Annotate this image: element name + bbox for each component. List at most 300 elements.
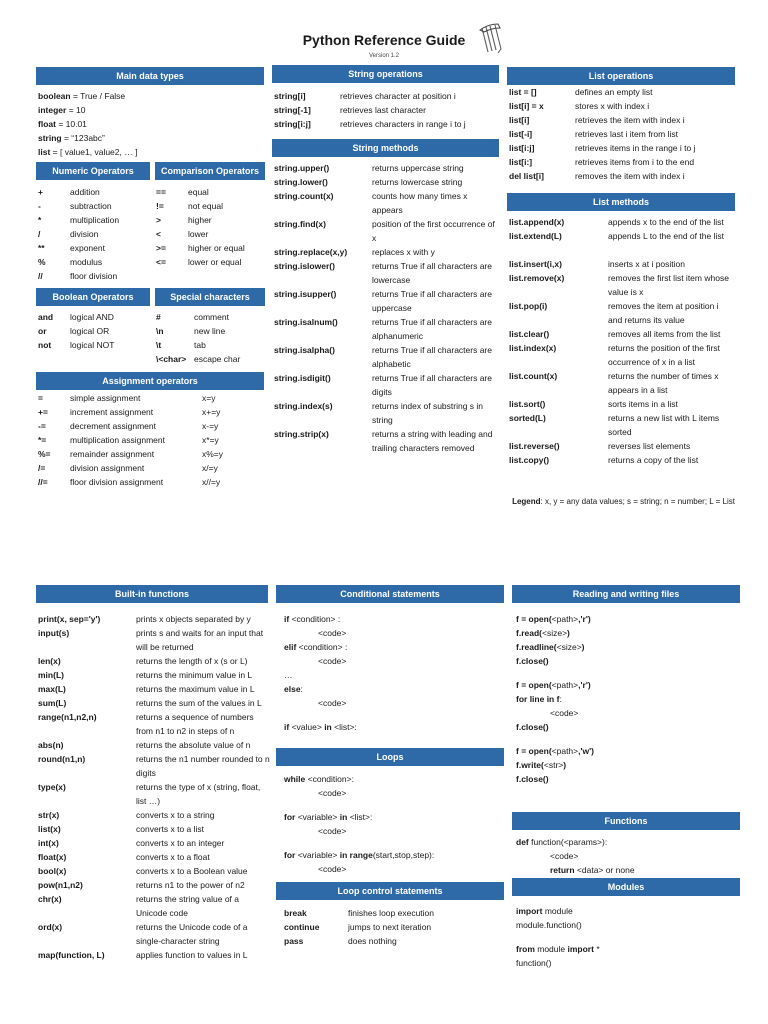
row-key: list[i:] — [509, 157, 533, 167]
row-description: returns the Unicode code of a single-character string — [136, 922, 248, 946]
row-key: string.lower() — [274, 177, 328, 187]
row-description: equal — [188, 187, 209, 197]
row-key: <= — [156, 257, 166, 267]
table-row — [509, 169, 735, 183]
table-row — [38, 227, 152, 241]
main-data-types-header: Main data types — [36, 67, 264, 85]
table-row — [38, 836, 272, 850]
row-key: sum(L) — [38, 698, 67, 708]
row-description: logical AND — [70, 312, 114, 322]
table-row — [38, 696, 272, 710]
table-row — [274, 161, 500, 175]
boolean-operators-header: Boolean Operators — [36, 288, 150, 306]
code-line: while <condition>: — [284, 774, 354, 784]
table-row — [38, 780, 272, 808]
table-row — [38, 626, 272, 654]
row-key: list.index(x) — [509, 343, 557, 353]
row-description: addition — [70, 187, 100, 197]
reading-writing-files-header: Reading and writing files — [512, 585, 740, 603]
row-key: # — [156, 312, 161, 322]
row-description: removes the item with index i — [575, 171, 685, 181]
row-key: - — [38, 201, 41, 211]
row-key: continue — [284, 922, 320, 932]
code-line — [284, 800, 502, 810]
row-description: prints s and waits for an input that will be returned — [136, 628, 264, 652]
table-row — [38, 654, 272, 668]
functions-header: Functions — [512, 812, 740, 830]
row-key: break — [284, 908, 307, 918]
data-type-row: integer = 10 — [38, 105, 86, 115]
comparison-operators-list — [156, 185, 266, 269]
loops-header: Loops — [276, 748, 504, 766]
table-row — [38, 405, 264, 419]
row-description: modulus — [70, 257, 103, 267]
version-label: Version 1.2 — [368, 53, 400, 59]
row-description: lower — [188, 229, 209, 239]
row-description: position of the first occurrence of x — [372, 219, 495, 243]
list-methods-list — [509, 215, 735, 467]
row-description: replaces x with y — [372, 247, 435, 257]
row-key: bool(x) — [38, 866, 67, 876]
row-key: list.extend(L) — [509, 231, 562, 241]
row-description: comment — [194, 312, 229, 322]
row-description: retrieves items from i to the end — [575, 157, 695, 167]
row-description: multiplication assignment — [70, 435, 165, 445]
row-key: \t — [156, 340, 162, 350]
row-example: x-=y — [202, 421, 219, 431]
row-key: string.replace(x,y) — [274, 247, 348, 257]
table-row — [509, 327, 735, 341]
data-type-row: boolean = True / False — [38, 91, 126, 101]
table-row — [509, 439, 735, 453]
table-row — [274, 189, 500, 217]
table-row — [38, 892, 272, 920]
row-description: returns True if all characters are alphanumeric — [372, 317, 492, 341]
code-line: f.readline(<size>) — [516, 642, 585, 652]
row-key: or — [38, 326, 47, 336]
page-title: Python Reference Guide — [302, 32, 466, 48]
code-line: <code> — [550, 708, 579, 718]
row-description: returns True if all characters are alphabetic — [372, 345, 492, 369]
row-description: simple assignment — [70, 393, 141, 403]
row-description: logical OR — [70, 326, 110, 336]
table-row — [274, 259, 500, 287]
code-line: <code> — [318, 698, 347, 708]
table-row — [274, 371, 500, 399]
table-row — [38, 808, 272, 822]
row-key: string.upper() — [274, 163, 330, 173]
code-line: from module import * — [516, 944, 600, 954]
table-row — [38, 391, 264, 405]
table-row — [509, 299, 735, 327]
row-description: returns a sequence of numbers from n1 to n2 in steps of n — [136, 712, 254, 736]
code-line: f.read(<size>) — [516, 628, 570, 638]
row-key: not — [38, 340, 52, 350]
row-description: floor division assignment — [70, 477, 164, 487]
table-row — [509, 141, 735, 155]
row-key: string[i:j] — [274, 119, 311, 129]
row-key: list.count(x) — [509, 371, 558, 381]
loop-control-list — [284, 906, 502, 948]
table-row — [274, 245, 500, 259]
row-key: list[i] — [509, 115, 530, 125]
row-key: string.isupper() — [274, 289, 337, 299]
table-row — [38, 948, 272, 962]
row-description: retrieves items in the range i to j — [575, 143, 696, 153]
builtin-functions-header: Built-in functions — [36, 585, 268, 603]
row-description: converts x to a Boolean value — [136, 866, 248, 876]
row-example: x=y — [202, 393, 216, 403]
assignment-operators-header: Assignment operators — [36, 372, 264, 390]
table-row — [38, 185, 152, 199]
row-description: returns the n1 number rounded to n digits — [136, 754, 270, 778]
table-row — [509, 411, 735, 439]
builtin-functions-list — [38, 612, 272, 962]
list-operations-header: List operations — [507, 67, 735, 85]
row-description: division — [70, 229, 99, 239]
table-row — [38, 433, 264, 447]
row-key: list = [] — [509, 87, 537, 97]
code-line: <code> — [318, 628, 347, 638]
row-description: returns a string with leading and trailing characters removed — [372, 429, 493, 453]
row-description: converts x to a float — [136, 852, 210, 862]
table-row — [38, 461, 264, 475]
code-line: f.close() — [516, 656, 549, 666]
row-description: returns index of substring s in string — [372, 401, 484, 425]
table-row — [274, 89, 500, 103]
table-row — [284, 920, 502, 934]
code-line: function() — [516, 958, 552, 968]
row-key: list[i] = x — [509, 101, 544, 111]
row-key: // — [38, 271, 43, 281]
row-key: = — [38, 393, 43, 403]
row-key: print(x, sep='y') — [38, 614, 101, 624]
table-row — [156, 227, 266, 241]
table-row — [38, 752, 272, 780]
row-description: does nothing — [348, 936, 397, 946]
row-description: converts x to a list — [136, 824, 205, 834]
row-description: returns the string value of a Unicode code — [136, 894, 240, 918]
row-key: float(x) — [38, 852, 67, 862]
row-description: logical NOT — [70, 340, 115, 350]
code-line: elif <condition> : — [284, 642, 348, 652]
row-key: type(x) — [38, 782, 66, 792]
row-key: string.isdigit() — [274, 373, 331, 383]
row-key: ord(x) — [38, 922, 63, 932]
table-row — [156, 352, 266, 366]
table-row — [38, 738, 272, 752]
row-key: string.find(x) — [274, 219, 326, 229]
table-row — [38, 864, 272, 878]
row-description: escape char — [194, 354, 241, 364]
table-row — [509, 229, 735, 257]
code-line: <code> — [318, 864, 347, 874]
row-key: list.sort() — [509, 399, 546, 409]
row-description: inserts x at i position — [608, 259, 686, 269]
numeric-operators-header: Numeric Operators — [36, 162, 150, 180]
reading-writing-files-block — [516, 612, 738, 786]
row-description: subtraction — [70, 201, 112, 211]
row-example: x/=y — [202, 463, 218, 473]
row-key: len(x) — [38, 656, 61, 666]
loops-block — [284, 772, 502, 876]
row-description: higher or equal — [188, 243, 245, 253]
table-row — [509, 215, 735, 229]
row-key: += — [38, 407, 48, 417]
table-row — [38, 310, 152, 324]
row-key: list[-i] — [509, 129, 533, 139]
row-description: returns the sum of the values in L — [136, 698, 262, 708]
table-row — [509, 257, 735, 271]
data-type-row: float = 10.01 — [38, 119, 87, 129]
table-row — [38, 213, 152, 227]
row-key: list.copy() — [509, 455, 550, 465]
row-key: % — [38, 257, 46, 267]
code-line: def function(<params>): — [516, 837, 608, 847]
table-row — [274, 287, 500, 315]
row-key: min(L) — [38, 670, 64, 680]
row-description: returns the number of times x appears in a list — [608, 371, 719, 395]
row-description: returns the absolute value of n — [136, 740, 251, 750]
code-line: else: — [284, 684, 303, 694]
conditional-statements-block — [284, 612, 502, 734]
row-key: list.insert(i,x) — [509, 259, 562, 269]
row-key: pow(n1,n2) — [38, 880, 83, 890]
row-example: x//=y — [202, 477, 221, 487]
row-description: converts x to a string — [136, 810, 215, 820]
table-row — [509, 99, 735, 113]
string-methods-header: String methods — [272, 139, 499, 157]
table-row — [274, 175, 500, 189]
loop-control-header: Loop control statements — [276, 882, 504, 900]
table-row — [38, 850, 272, 864]
row-description: returns lowercase string — [372, 177, 463, 187]
legend: Legend: x, y = any data values; s = string; n = number; L = List — [512, 497, 735, 506]
row-description: retrieves the item with index i — [575, 115, 685, 125]
row-description: returns a new list with L items sorted — [608, 413, 720, 437]
row-description: returns the position of the first occurrence of x in a list — [608, 343, 720, 367]
row-key: string.strip(x) — [274, 429, 329, 439]
code-line: f.close() — [516, 774, 549, 784]
row-description: defines an empty list — [575, 87, 653, 97]
table-row — [156, 199, 266, 213]
table-row — [509, 85, 735, 99]
row-key: and — [38, 312, 54, 322]
row-key: range(n1,n2,n) — [38, 712, 97, 722]
row-description: retrieves characters in range i to j — [340, 119, 466, 129]
code-line: import module — [516, 906, 573, 916]
table-row — [156, 241, 266, 255]
row-key: input(s) — [38, 628, 70, 638]
code-line: <code> — [318, 826, 347, 836]
row-key: + — [38, 187, 43, 197]
row-key: %= — [38, 449, 51, 459]
row-key: -= — [38, 421, 46, 431]
row-description: returns True if all characters are lowercase — [372, 261, 492, 285]
row-key: list(x) — [38, 824, 61, 834]
row-key: \<char> — [156, 354, 187, 364]
row-description: stores x with index i — [575, 101, 650, 111]
row-description: remainder assignment — [70, 449, 155, 459]
table-row — [274, 343, 500, 371]
special-characters-list — [156, 310, 266, 366]
row-description: returns n1 to the power of n2 — [136, 880, 245, 890]
table-row — [38, 612, 272, 626]
row-description: decrement assignment — [70, 421, 156, 431]
code-line: <code> — [550, 851, 579, 861]
row-key: //= — [38, 477, 48, 487]
table-row — [38, 338, 152, 352]
numeric-operators-list — [38, 185, 152, 283]
list-methods-header: List methods — [507, 193, 735, 211]
row-description: retrieves last i item from list — [575, 129, 678, 139]
row-key: pass — [284, 936, 304, 946]
row-description: not equal — [188, 201, 223, 211]
row-key: round(n1,n) — [38, 754, 86, 764]
row-key: != — [156, 201, 164, 211]
table-row — [509, 453, 735, 467]
row-key: list.clear() — [509, 329, 550, 339]
code-line: f.write(<str>) — [516, 760, 567, 770]
table-row — [156, 213, 266, 227]
table-row — [509, 341, 735, 369]
data-type-row: string = “123abc” — [38, 133, 105, 143]
row-key: >= — [156, 243, 166, 253]
row-description: returns True if all characters are uppercase — [372, 289, 492, 313]
row-description: increment assignment — [70, 407, 154, 417]
table-row — [284, 906, 502, 920]
conditional-statements-header: Conditional statements — [276, 585, 504, 603]
code-line: module.function() — [516, 920, 582, 930]
python-guide-logo-icon — [478, 22, 502, 56]
code-line: for <variable> in <list>: — [284, 812, 373, 822]
data-type-row: list = [ value1, value2, … ] — [38, 147, 138, 157]
code-line: <code> — [318, 788, 347, 798]
row-key: < — [156, 229, 161, 239]
table-row — [38, 920, 272, 948]
row-key: string.count(x) — [274, 191, 334, 201]
code-line: return <data> or none — [550, 865, 635, 875]
modules-header: Modules — [512, 878, 740, 896]
table-row — [38, 199, 152, 213]
code-line: if <condition> : — [284, 614, 341, 624]
row-key: list.remove(x) — [509, 273, 565, 283]
row-key: string[-1] — [274, 105, 311, 115]
row-key: abs(n) — [38, 740, 64, 750]
row-key: string.isalnum() — [274, 317, 338, 327]
row-description: sorts items in a list — [608, 399, 678, 409]
row-key: list[i:j] — [509, 143, 535, 153]
string-operations-list — [274, 89, 500, 131]
modules-block — [516, 904, 738, 970]
special-characters-header: Special characters — [155, 288, 265, 306]
row-key: del list[i] — [509, 171, 544, 181]
code-line: f = open(<path>,'w') — [516, 746, 594, 756]
row-description: removes the item at position i and returns its value — [608, 301, 719, 325]
table-row — [38, 822, 272, 836]
row-key: list.reverse() — [509, 441, 560, 451]
row-description: retrieves last character — [340, 105, 426, 115]
row-description: new line — [194, 326, 226, 336]
table-row — [274, 117, 500, 131]
row-description: returns uppercase string — [372, 163, 464, 173]
table-row — [274, 427, 500, 469]
table-row — [38, 710, 272, 738]
row-description: multiplication — [70, 215, 120, 225]
row-description: returns True if all characters are digits — [372, 373, 492, 397]
row-key: str(x) — [38, 810, 60, 820]
row-key: ** — [38, 243, 45, 253]
table-row — [38, 419, 264, 433]
row-key: * — [38, 215, 42, 225]
row-description: appends L to the end of the list — [608, 231, 724, 241]
code-line: <code> — [318, 656, 347, 666]
table-row — [274, 217, 500, 245]
row-description: returns a copy of the list — [608, 455, 699, 465]
table-row — [509, 397, 735, 411]
row-description: exponent — [70, 243, 105, 253]
table-row — [38, 668, 272, 682]
row-description: appends x to the end of the list — [608, 217, 724, 227]
table-row — [38, 878, 272, 892]
string-operations-header: String operations — [272, 65, 499, 83]
row-description: higher — [188, 215, 212, 225]
list-operations-list — [509, 85, 735, 183]
row-example: x+=y — [202, 407, 221, 417]
table-row — [284, 934, 502, 948]
row-description: returns the type of x (string, float, list …) — [136, 782, 261, 806]
row-key: list.append(x) — [509, 217, 565, 227]
code-line: … — [284, 670, 293, 680]
code-line: f = open(<path>,'r') — [516, 614, 591, 624]
code-line: if <value> in <list>: — [284, 722, 357, 732]
table-row — [38, 255, 152, 269]
code-line: for <variable> in range(start,stop,step): — [284, 850, 435, 860]
code-line: f = open(<path>,'r') — [516, 680, 591, 690]
table-row — [509, 155, 735, 169]
row-example: x%=y — [202, 449, 224, 459]
row-description: applies function to values in L — [136, 950, 248, 960]
table-row — [274, 399, 500, 427]
row-key: list.pop(i) — [509, 301, 548, 311]
row-key: sorted(L) — [509, 413, 546, 423]
table-row — [274, 103, 500, 117]
comparison-operators-header: Comparison Operators — [155, 162, 265, 180]
functions-block — [516, 835, 738, 877]
row-description: prints x objects separated by y — [136, 614, 251, 624]
code-line — [516, 932, 738, 942]
row-description: jumps to next iteration — [348, 922, 432, 932]
row-description: converts x to an integer — [136, 838, 225, 848]
main-data-types-list — [38, 89, 264, 159]
row-description: lower or equal — [188, 257, 242, 267]
row-description: returns the length of x (s or L) — [136, 656, 248, 666]
code-line: f.close() — [516, 722, 549, 732]
table-row — [156, 338, 266, 352]
row-key: max(L) — [38, 684, 66, 694]
row-description: division assignment — [70, 463, 145, 473]
row-example: x*=y — [202, 435, 219, 445]
row-key: map(function, L) — [38, 950, 105, 960]
row-description: removes all items from the list — [608, 329, 721, 339]
table-row — [509, 113, 735, 127]
row-key: string[i] — [274, 91, 306, 101]
row-key: string.islower() — [274, 261, 335, 271]
table-row — [38, 269, 152, 283]
code-line — [284, 838, 502, 848]
table-row — [274, 315, 500, 343]
table-row — [38, 475, 264, 489]
